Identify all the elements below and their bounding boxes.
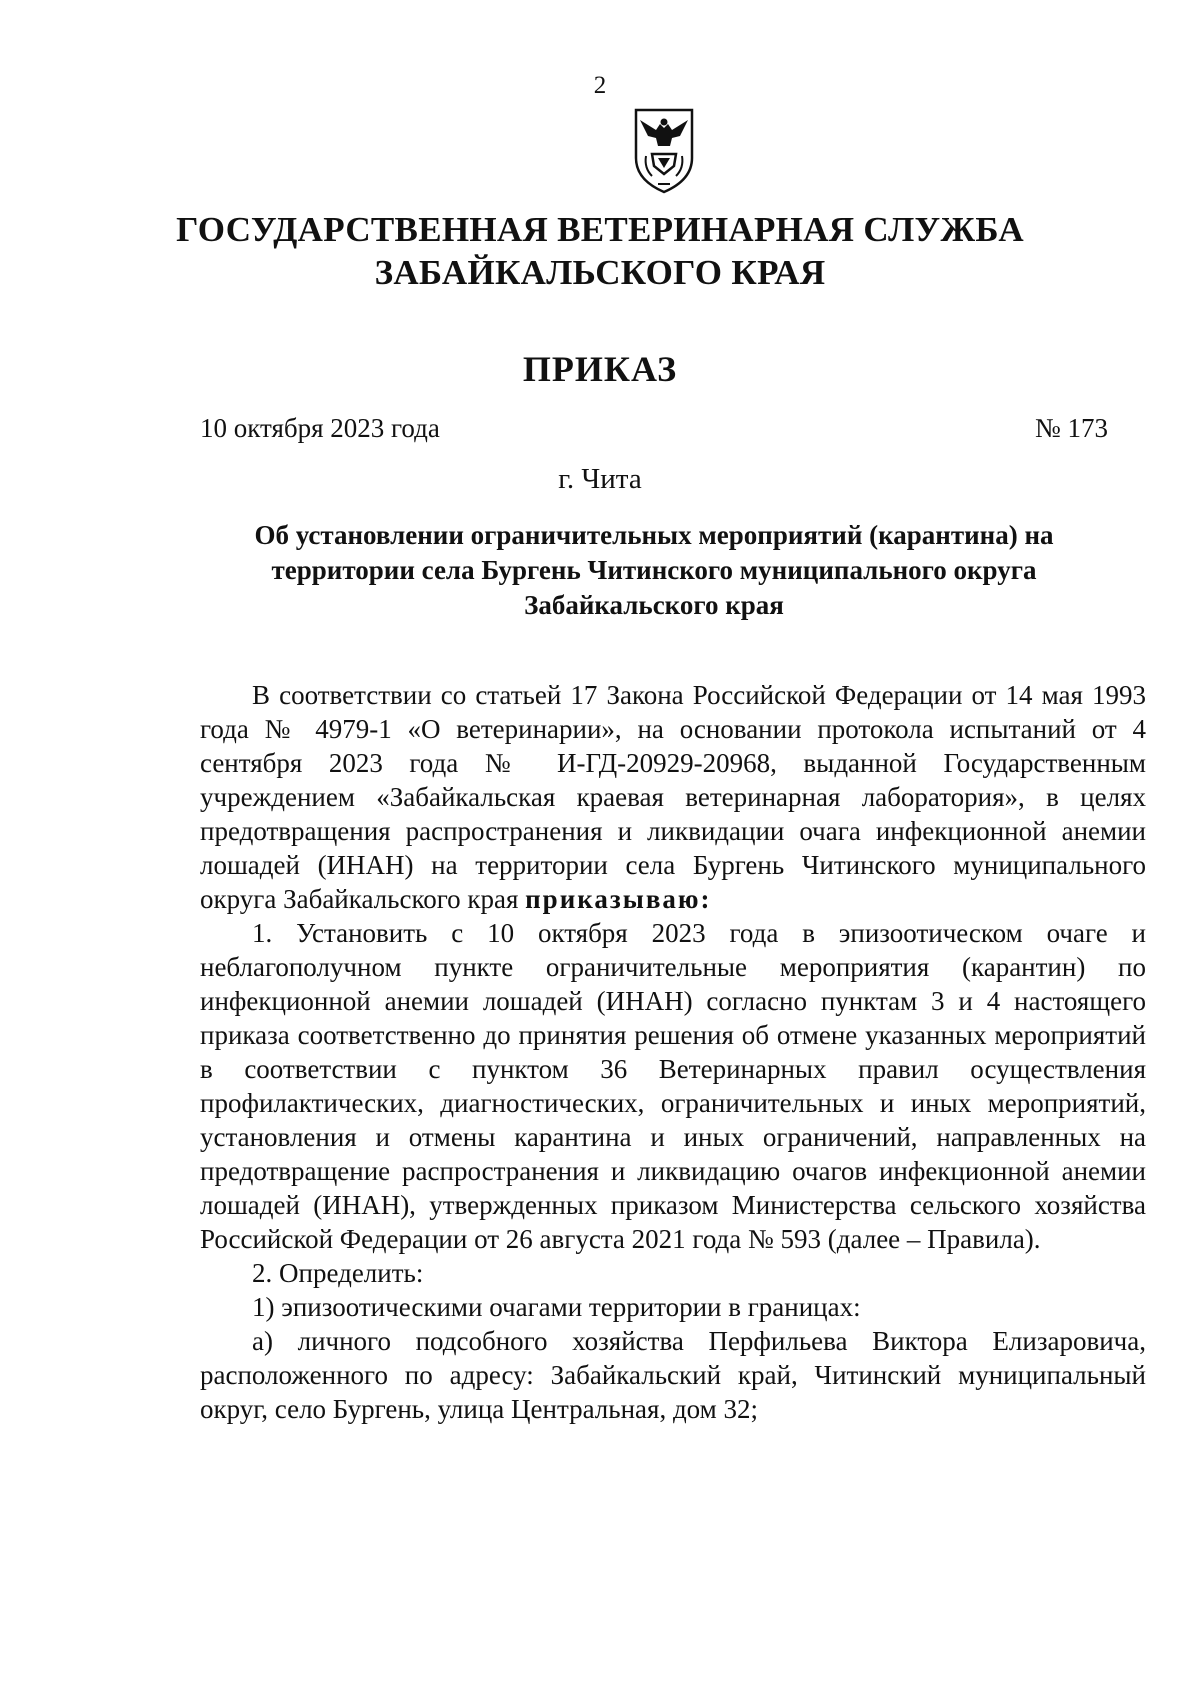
page-number: 2 [593,72,607,99]
document-date: 10 октября 2023 года [200,413,440,443]
document-subject: Об установлении ограничительных мероприятий (карантина) на территории села Бургень Читинского муниципального округа Забайкальского края [254,520,1054,620]
regional-coat-of-arms-icon [630,106,698,198]
organization-title-line-1: ГОСУДАРСТВЕННАЯ ВЕТЕРИНАРНАЯ СЛУЖБА [176,210,1024,249]
item-1-paragraph: 1. Установить с 10 октября 2023 года в эпизоотическом очаге и неблагополучном пункте ограничительные мероприятия (карантин) по инфекционной анемии лошадей (ИНАН) согласно пунктам 3 и 4 настоящего приказа соответственно до принятия решения об отмене указанных мероприятий в соответствии с пунктом 36 Ветеринарных правил осуществления профилактических, диагностических, ограничительных и иных мероприятий, установления и отмены карантина и иных ограничений, направленных на предотвращение распространения и ликвидацию очагов инфекционной анемии лошадей (ИНАН), утвержденных приказом Министерства сельского хозяйства Российской Федерации от 26 августа 2021 года № 593 (далее – Правила). [200,918,1146,1254]
directive-text: приказываю: [525,884,712,914]
document-city: г. Чита [558,463,642,495]
organization-title [0,208,1200,294]
item-2-paragraph: 2. Определить: [252,1258,424,1288]
organization-title-line-2: ЗАБАЙКАЛЬСКОГО КРАЯ [374,253,826,292]
item-2-1-paragraph: 1) эпизоотическими очагами территории в границах: [252,1292,861,1322]
preamble-paragraph [200,678,1146,916]
preamble-text: В соответствии со статьей 17 Закона Российской Федерации от 14 мая 1993 года № 4979-1 «О ветеринарии», на основании протокола испытаний от 4 сентября 2023 года № И-ГД-20929-20968, выданной Государственным учреждением «Забайкальская краевая ветеринарная лаборатория», в целях предотвращения распространения и ликвидации очага инфекционной анемии лошадей (ИНАН) на территории села Бургень Читинского муниципального округа Забайкальского края [200,680,1146,914]
item-2-1-a-paragraph: а) личного подсобного хозяйства Перфильева Виктора Елизаровича, расположенного по адресу: Забайкальский край, Читинский муниципальный округ, село Бургень, улица Центральная, дом 32; [200,1326,1146,1424]
document-number: № 173 [1034,413,1108,443]
document-body [200,678,1146,1426]
document-type: ПРИКАЗ [522,349,678,389]
